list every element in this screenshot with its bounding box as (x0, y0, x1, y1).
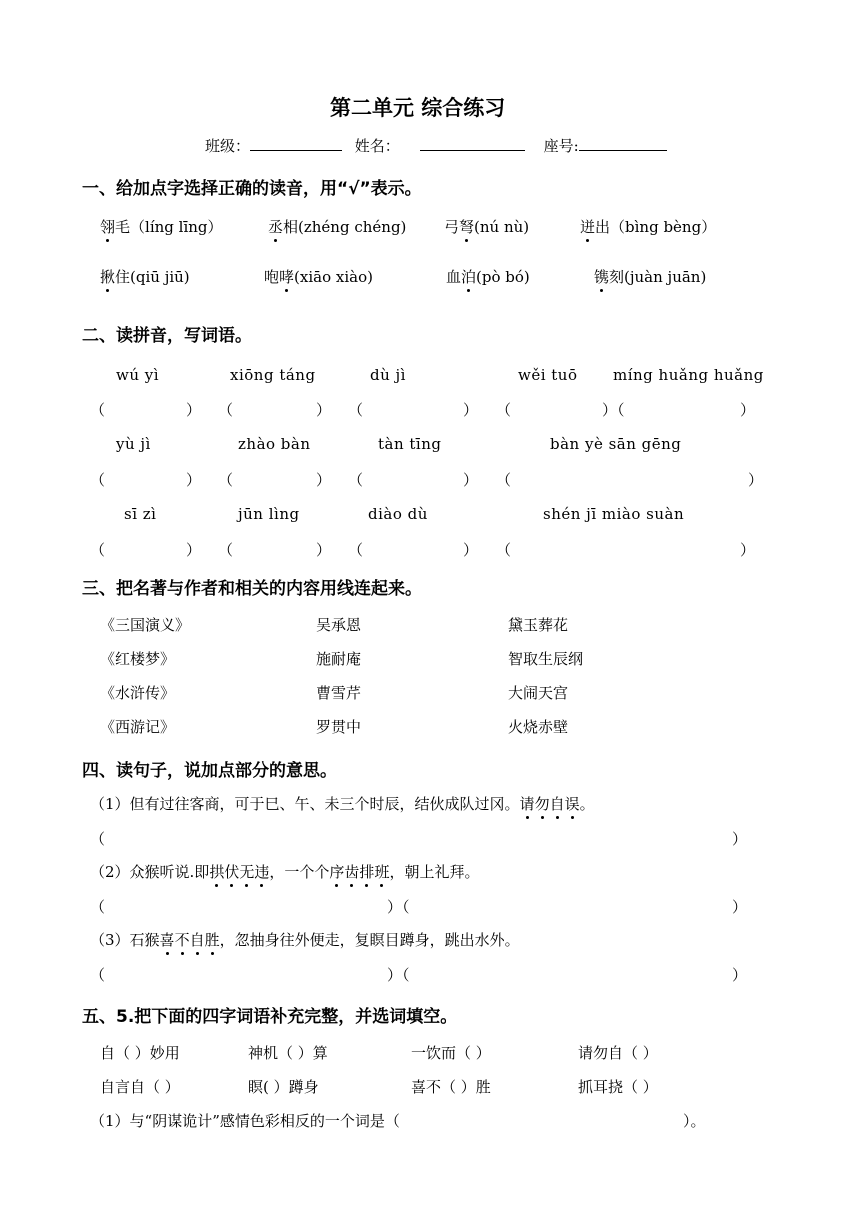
sentence-1: （1）但有过往客商，可于巳、午、未三个时辰，结伙成队过冈。请勿自误。 (90, 795, 595, 813)
s1-item: 血泊(pò bó) (446, 268, 530, 286)
author-name: 曹雪芹 (316, 684, 362, 702)
section-2-heading: 二、读拼音，写词语。 (82, 326, 252, 346)
idiom-blank[interactable]: 自言自（ ） (100, 1078, 180, 1096)
author-name: 施耐庵 (316, 650, 362, 668)
s1-item: 镌刻(juàn juān) (594, 268, 707, 286)
book-title: 《西游记》 (100, 718, 176, 736)
seat-blank[interactable] (579, 136, 667, 151)
question-5-1: （1）与“阴谋诡计”感情色彩相反的一个词是（ (90, 1112, 400, 1130)
author-name: 吴承恩 (316, 616, 362, 634)
answer-paren-close: ） (732, 830, 748, 848)
sentence-2: （2）众猴听说.即拱伏无违，一个个序齿排班，朝上礼拜。 (90, 863, 480, 881)
story-event: 黛玉葬花 (508, 616, 569, 634)
s1-item: 揪住(qiū jiū) (100, 268, 190, 286)
story-event: 火烧赤壁 (508, 718, 569, 736)
pinyin: diào dù (368, 505, 428, 523)
s1-item: 丞相(zhéng chéng) (268, 218, 407, 236)
question-5-1-end: ）。 (683, 1112, 706, 1130)
answer-paren-close: ） (186, 471, 202, 489)
section-3-heading: 三、把名著与作者和相关的内容用线连起来。 (82, 579, 422, 599)
answer-paren-mid: ）（ (602, 401, 625, 419)
answer-paren-open: （ (90, 898, 106, 916)
author-name: 罗贯中 (316, 718, 362, 736)
answer-paren-close: ） (463, 471, 479, 489)
idiom-blank[interactable]: 一饮而（ ） (411, 1044, 491, 1062)
answer-paren-open: （ (218, 471, 234, 489)
answer-paren-open: （ (348, 401, 364, 419)
dotted-phrase: 请勿自误 (519, 795, 580, 813)
answer-paren-close: ） (732, 898, 748, 916)
answer-paren-open: （ (496, 541, 512, 559)
pinyin: jūn lìng (238, 505, 300, 523)
book-title: 《水浒传》 (100, 684, 176, 702)
answer-paren-open: （ (90, 471, 106, 489)
section-1-heading: 一、给加点字选择正确的读音，用“√”表示。 (82, 179, 422, 199)
answer-paren-close: ） (463, 401, 479, 419)
s1-item: 咆哮(xiāo xiào) (264, 268, 373, 286)
answer-paren-open: （ (218, 541, 234, 559)
answer-paren-mid: ）（ (387, 898, 410, 916)
answer-paren-close: ） (316, 471, 332, 489)
answer-paren-open: （ (496, 401, 512, 419)
pinyin: wěi tuō (518, 366, 578, 384)
section-4-heading: 四、读句子，说加点部分的意思。 (82, 761, 337, 781)
answer-paren-mid: ）（ (387, 966, 410, 984)
idiom-blank[interactable]: 请勿自（ ） (578, 1044, 658, 1062)
class-label: 班级： (205, 137, 251, 155)
pinyin: shén jī miào suàn (543, 505, 685, 523)
seat-label: 座号: (543, 137, 579, 155)
answer-paren-open: （ (496, 471, 512, 489)
answer-paren-open: （ (90, 966, 106, 984)
answer-paren-close: ） (186, 401, 202, 419)
sentence-3: （3）石猴喜不自胜，忽抽身往外便走，复瞑目蹲身，跳出水外。 (90, 931, 520, 949)
story-event: 智取生辰纲 (508, 650, 584, 668)
answer-paren-close: ） (732, 966, 748, 984)
idiom-blank[interactable]: 瞑( ）蹲身 (248, 1078, 319, 1096)
page-title: 第二单元 综合练习 (330, 96, 506, 120)
s1-item: 迸出（bìng bèng） (580, 218, 717, 236)
answer-paren-open: （ (90, 401, 106, 419)
name-blank[interactable] (420, 136, 525, 151)
answer-paren-close: ） (316, 541, 332, 559)
answer-paren-close: ） (740, 541, 756, 559)
dotted-phrase: 序齿排班 (329, 863, 390, 881)
answer-paren-open: （ (348, 541, 364, 559)
answer-paren-open: （ (348, 471, 364, 489)
pinyin: sī zì (124, 505, 157, 523)
answer-paren-open: （ (218, 401, 234, 419)
answer-paren-open: （ (90, 830, 106, 848)
pinyin: tàn tīng (378, 435, 442, 453)
dotted-phrase: 喜不自胜 (159, 931, 220, 949)
idiom-blank[interactable]: 自（ ）妙用 (100, 1044, 180, 1062)
answer-paren-open: （ (90, 541, 106, 559)
book-title: 《三国演义》 (100, 616, 191, 634)
idiom-blank[interactable]: 神机（ ）算 (248, 1044, 328, 1062)
answer-paren-close: ） (186, 541, 202, 559)
idiom-blank[interactable]: 抓耳挠（ ） (578, 1078, 658, 1096)
pinyin: zhào bàn (238, 435, 311, 453)
answer-paren-close: ） (463, 541, 479, 559)
pinyin: yù jì (116, 435, 151, 453)
idiom-blank[interactable]: 喜不（ ）胜 (411, 1078, 491, 1096)
s1-item: 弓弩(nú nù) (444, 218, 530, 236)
pinyin: míng huǎng huǎng (613, 366, 764, 384)
class-blank[interactable] (250, 136, 342, 151)
answer-paren-close: ） (748, 471, 764, 489)
pinyin: bàn yè sān gēng (550, 435, 682, 453)
section-5-heading: 五、5.把下面的四字词语补充完整，并选词填空。 (82, 1007, 458, 1027)
s1-item: 翎毛（líng līng） (100, 218, 223, 236)
student-info (205, 135, 667, 156)
answer-paren-close: ） (316, 401, 332, 419)
book-title: 《红楼梦》 (100, 650, 176, 668)
pinyin: wú yì (116, 366, 160, 384)
dotted-phrase: 拱伏无违 (209, 863, 270, 881)
pinyin: xiōng táng (230, 366, 316, 384)
story-event: 大闹天宫 (508, 684, 569, 702)
name-label: 姓名： (354, 137, 400, 155)
answer-paren-close: ） (740, 401, 756, 419)
pinyin: dù jì (370, 366, 406, 384)
